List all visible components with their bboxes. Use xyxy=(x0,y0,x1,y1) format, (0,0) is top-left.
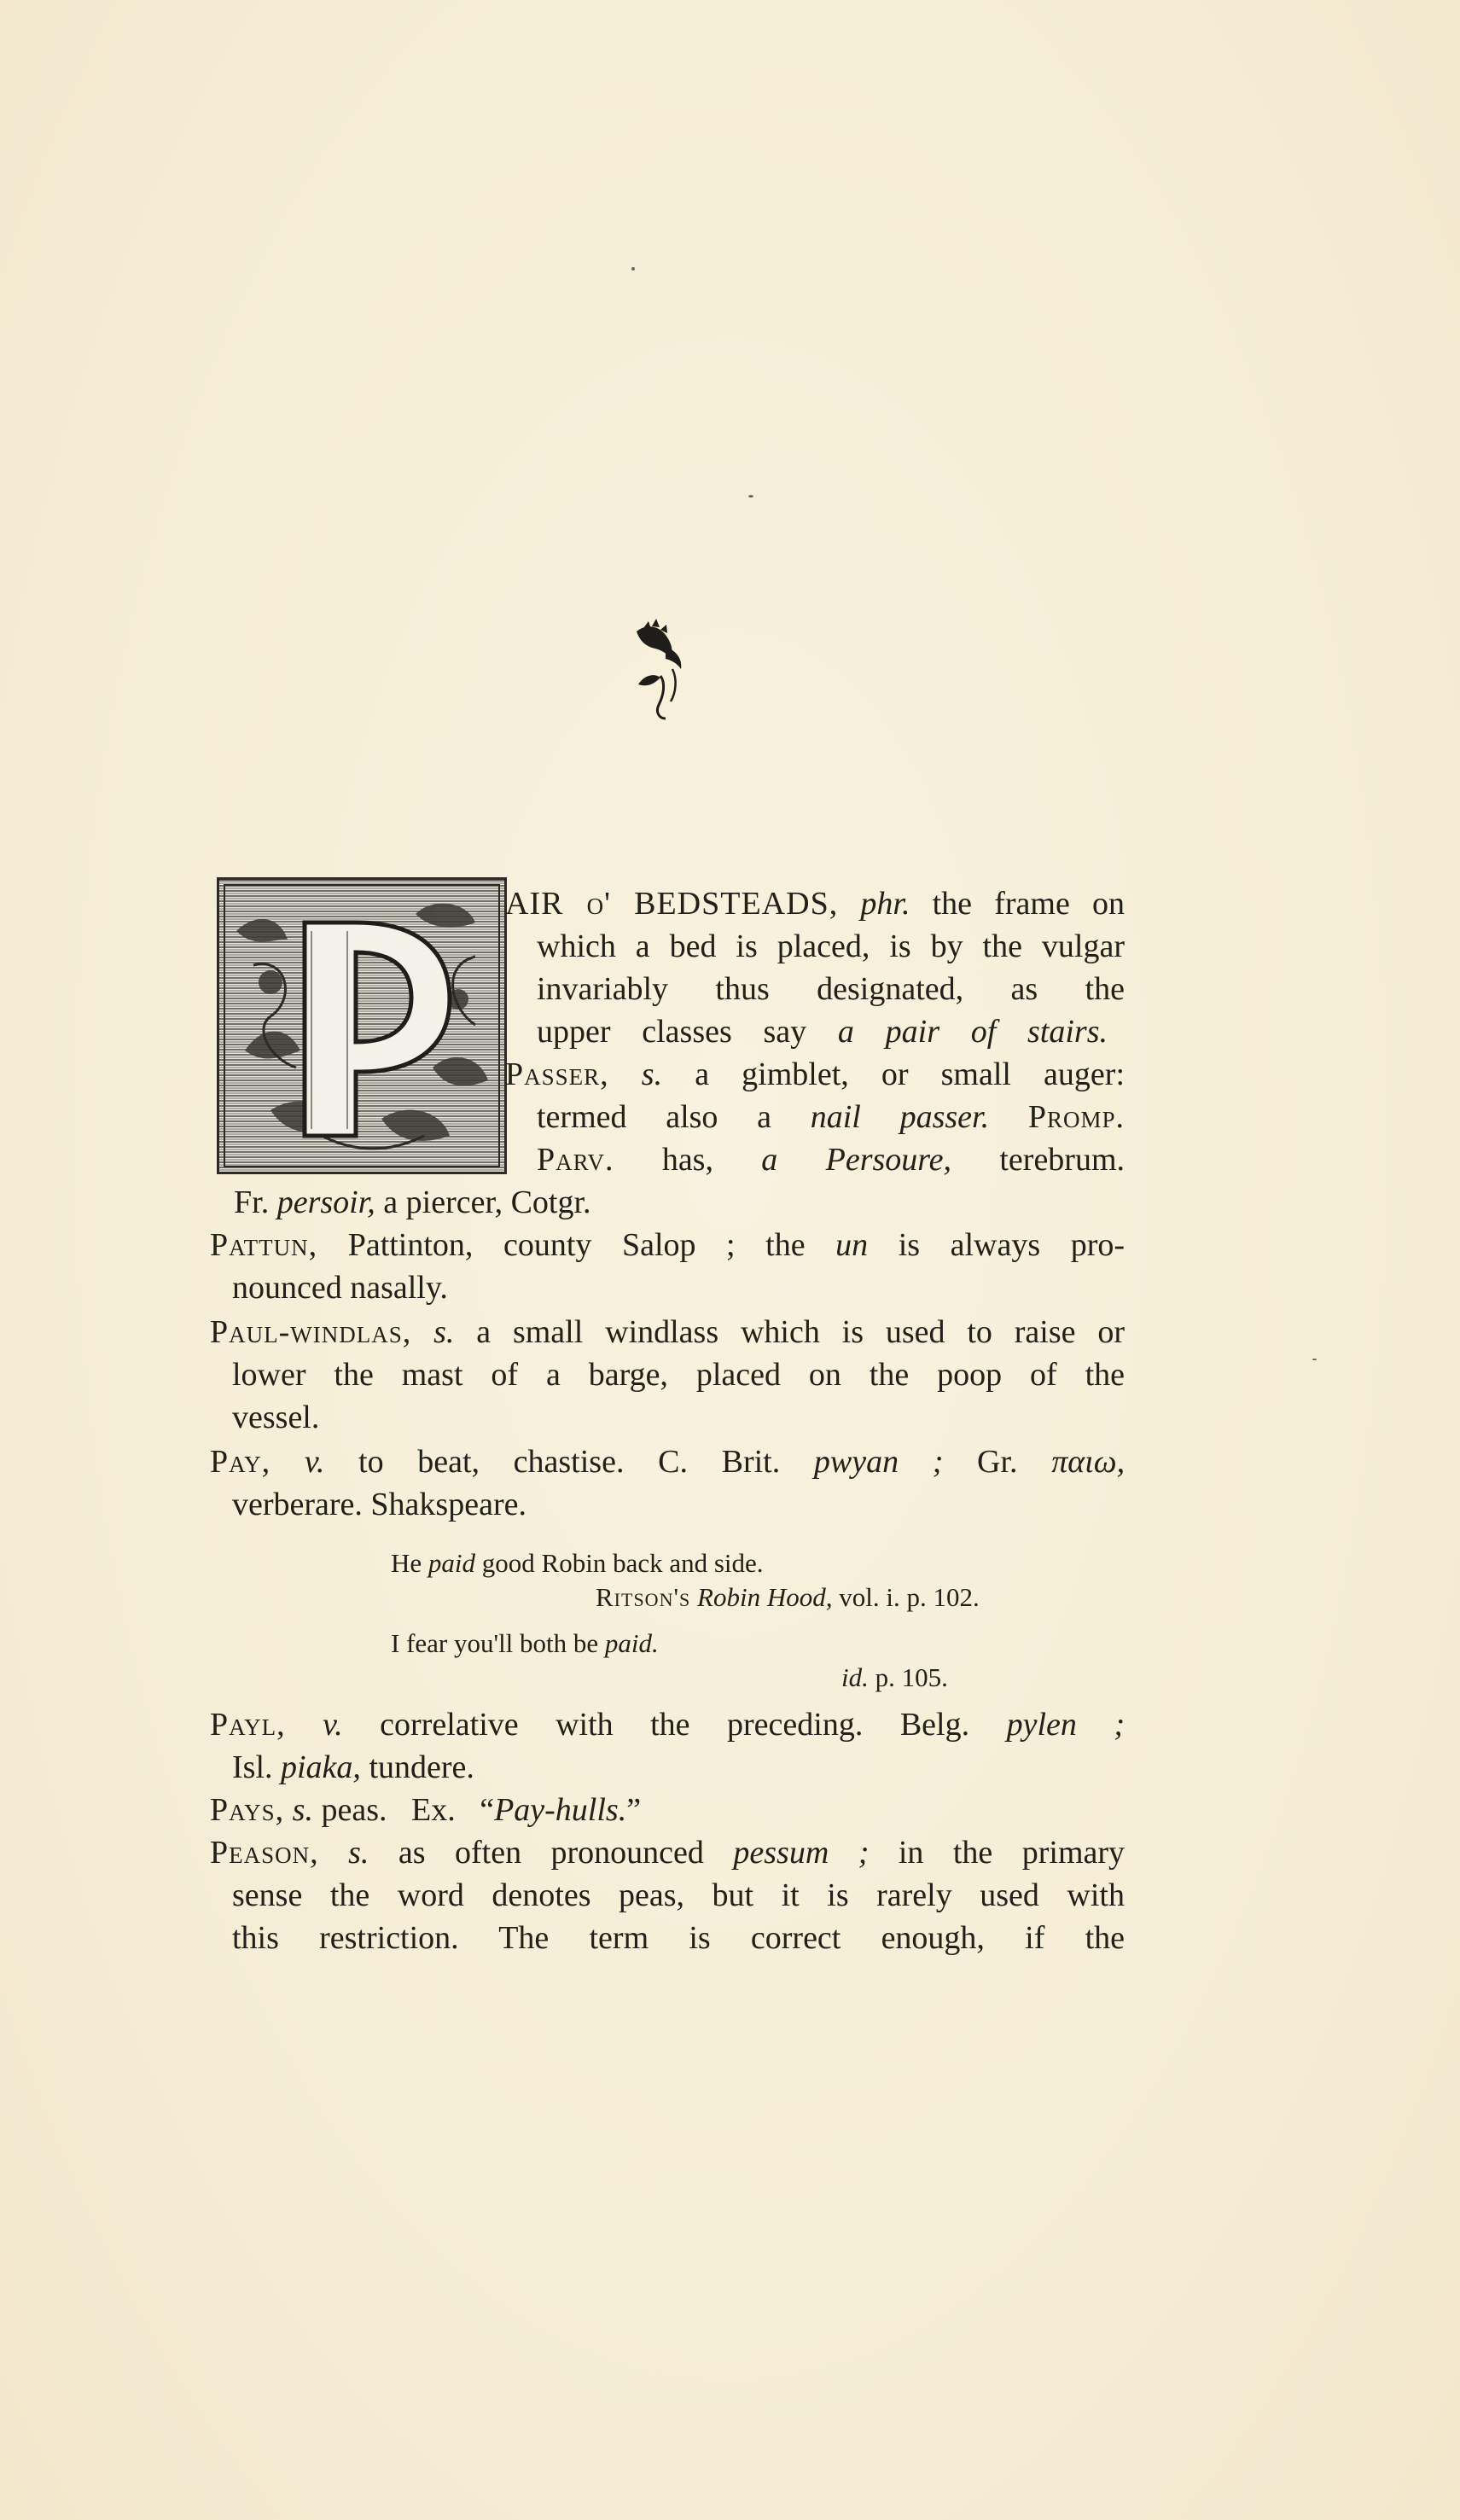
quotation-1-line xyxy=(391,1546,764,1580)
entry-paul-line-1 xyxy=(210,1311,1125,1353)
entry-peason-text: this restriction. The term is correct enough, if the xyxy=(232,1920,1125,1956)
entry-passer-text: Fr. xyxy=(234,1184,270,1220)
entry-pay-text: verberare. Shakspeare. xyxy=(232,1487,526,1522)
entry-pair-italic: a pair of stairs. xyxy=(837,1014,1108,1050)
entry-paul-line-3 xyxy=(232,1396,319,1439)
quotation-italic: paid xyxy=(428,1548,476,1578)
decorated-initial xyxy=(217,877,507,1174)
entry-pays-italic: Pay-hulls. xyxy=(494,1792,627,1828)
entry-payl-text: tundere. xyxy=(369,1749,474,1785)
quotation-2-source xyxy=(841,1661,948,1695)
entry-pays-pos: s. xyxy=(292,1792,313,1828)
entry-paul-text: lower the mast of a barge, placed on the poop of the xyxy=(232,1357,1125,1393)
quotation-text: I fear you'll both be xyxy=(391,1628,599,1658)
entry-passer-text: terebrum. xyxy=(999,1142,1126,1178)
entry-payl-text: Belg. xyxy=(899,1707,970,1743)
quotation-text: He xyxy=(391,1548,422,1578)
entry-pair-line-1 xyxy=(505,882,1125,925)
quotation-2-line xyxy=(391,1627,659,1661)
entry-payl-pos: v. xyxy=(323,1707,343,1743)
paper-speck xyxy=(748,495,753,498)
entry-peason-text: sense the word denotes peas, but it is rarely used with xyxy=(232,1877,1125,1913)
entry-pattun-italic: un xyxy=(835,1227,869,1263)
quotation-source-title: id. xyxy=(841,1662,869,1692)
entry-pair-headword: AIR o' BEDSTEADS, xyxy=(505,886,839,922)
quotation-source-title: Robin Hood, xyxy=(697,1582,833,1612)
entry-pair-line-4 xyxy=(537,1010,1108,1053)
entry-passer-pos: s. xyxy=(641,1056,663,1092)
entry-pattun-line-1 xyxy=(210,1224,1125,1266)
quotation-italic: paid. xyxy=(604,1628,659,1658)
entry-peason-pos: s. xyxy=(348,1835,369,1871)
entry-passer-source: Promp. xyxy=(1027,1099,1125,1135)
entry-passer-italic: a Persoure, xyxy=(761,1142,952,1178)
entry-payl-headword: Payl, xyxy=(210,1707,286,1743)
entry-payl-text: correlative with the preceding. xyxy=(380,1707,864,1743)
quotation-source-ref: p. 105. xyxy=(875,1662,948,1692)
entry-peason-line-1 xyxy=(210,1831,1125,1874)
entry-pattun-line-2 xyxy=(232,1266,448,1309)
entry-pair-text: the frame on xyxy=(932,886,1125,922)
entry-passer-line-1 xyxy=(505,1053,1125,1096)
entry-pay-text: to beat, chastise. xyxy=(358,1444,625,1480)
entry-pattun-text: is always pro- xyxy=(898,1227,1126,1263)
entry-payl-line-1 xyxy=(210,1703,1125,1746)
quotation-source-author: Ritson's xyxy=(596,1582,691,1612)
entry-pays-headword: Pays, xyxy=(210,1792,285,1828)
entry-pattun-text: nounced nasally. xyxy=(232,1270,448,1306)
entry-payl-line-2 xyxy=(232,1746,474,1789)
entry-peason-line-3 xyxy=(232,1917,1125,1959)
entry-pay-greek: παιω, xyxy=(1051,1444,1126,1480)
entry-passer-italic: nail passer. xyxy=(810,1099,990,1135)
entry-peason-headword: Peason, xyxy=(210,1835,319,1871)
entry-pays-line-1 xyxy=(210,1789,641,1831)
paper-speck xyxy=(1312,1359,1317,1360)
entry-pattun-headword: Pattun, xyxy=(210,1227,318,1263)
entry-pays-text: peas. Ex. “ xyxy=(321,1792,495,1828)
entry-payl-italic: pylen ; xyxy=(1006,1707,1126,1743)
paper-speck xyxy=(631,267,635,271)
entry-pay-text: C. Brit. xyxy=(658,1444,781,1480)
entry-payl-italic: piaka, xyxy=(281,1749,361,1785)
entry-peason-text: as often pronounced xyxy=(398,1835,704,1871)
entry-paul-text: vessel. xyxy=(232,1400,320,1435)
entry-payl-text: Isl. xyxy=(232,1749,273,1785)
entry-passer-text: a gimblet, or small auger: xyxy=(695,1056,1126,1092)
entry-pair-text: upper classes say xyxy=(537,1014,807,1050)
entry-pair-line-2 xyxy=(537,925,1125,968)
entry-peason-text: in the primary xyxy=(898,1835,1126,1871)
entry-passer-line-4 xyxy=(234,1181,591,1224)
entry-pay-headword: Pay, xyxy=(210,1444,271,1480)
quotation-text: good Robin back and side. xyxy=(481,1548,764,1578)
quotation-source-ref: vol. i. p. 102. xyxy=(839,1582,980,1612)
entry-paul-headword: Paul-windlas, xyxy=(210,1314,412,1350)
entry-pair-text: which a bed is placed, is by the vulgar xyxy=(537,928,1125,964)
entry-peason-italic: pessum ; xyxy=(733,1835,870,1871)
entry-passer-headword: Passer, xyxy=(505,1056,609,1092)
entry-pay-line-1 xyxy=(210,1440,1125,1483)
entry-paul-text: a small windlass which is used to raise or xyxy=(476,1314,1125,1350)
entry-passer-text: has, xyxy=(661,1142,713,1178)
quotation-1-source xyxy=(596,1580,980,1615)
entry-passer-source: Parv. xyxy=(537,1142,614,1178)
entry-pay-pos: v. xyxy=(304,1444,325,1480)
entry-pair-text: invariably thus designated, as the xyxy=(537,971,1125,1007)
entry-paul-pos: s. xyxy=(433,1314,455,1350)
entry-paul-line-2 xyxy=(232,1353,1125,1396)
entry-passer-line-3 xyxy=(537,1138,1125,1181)
entry-passer-text: termed also a xyxy=(537,1099,772,1135)
entry-pay-text: Gr. xyxy=(977,1444,1018,1480)
entry-pair-line-3 xyxy=(537,968,1125,1010)
fleuron-ornament-icon xyxy=(621,616,707,723)
entry-pattun-text: Pattinton, county Salop ; the xyxy=(347,1227,806,1263)
entry-pay-line-2 xyxy=(232,1483,526,1526)
entry-pair-pos: phr. xyxy=(860,886,910,922)
entry-pays-text: ” xyxy=(626,1792,642,1828)
entry-passer-italic: persoir, xyxy=(276,1184,375,1220)
ornamental-letter-p-icon xyxy=(219,880,504,1172)
entry-pay-italic: pwyan ; xyxy=(813,1444,944,1480)
entry-passer-text: a piercer, Cotgr. xyxy=(383,1184,591,1220)
entry-peason-line-2 xyxy=(232,1874,1125,1917)
entry-passer-line-2 xyxy=(537,1096,1125,1138)
